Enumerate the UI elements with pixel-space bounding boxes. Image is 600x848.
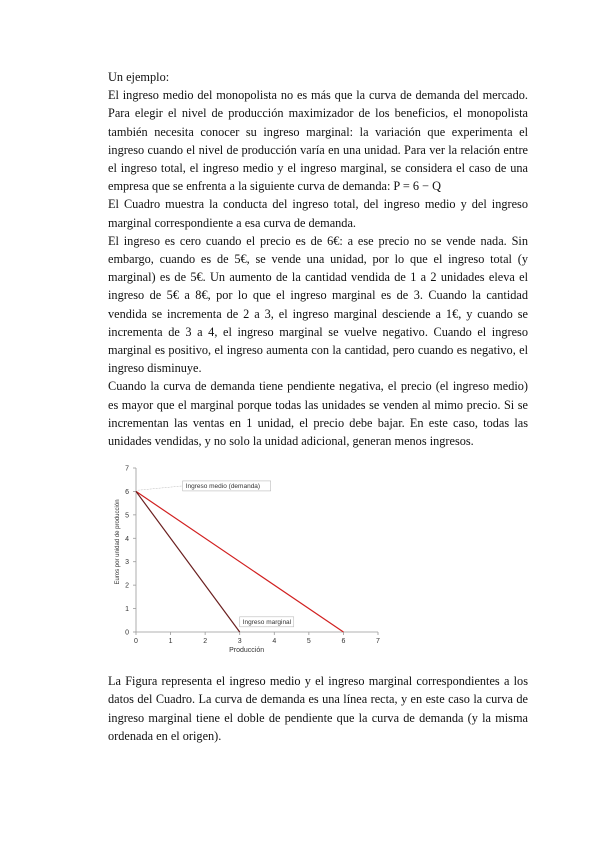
paragraph-3: El ingreso es cero cuando el precio es de 6€: a ese precio no se vende nada. Sin embargo, cuando es de 5€, se vende una unidad, por lo que el ingreso total (y marginal) es de 5€. Un aumento de la cantidad vendida de 1 a 2 unidades eleva el ingreso de 5€ a 8€, por lo que el ingreso marginal es de 3. Cuando la cantidad vendida se incrementa de 2 a 3, el ingreso marginal desciende a 1€, y cuando se incrementa de 3 a 4, el ingreso marginal se vuelve negativo. Cuando el ingreso marginal es positivo, el ingreso aumenta con la cantidad, pero cuando es negativo, el ingreso disminuye. — [108, 233, 528, 376]
y-tick-label: 2 — [125, 582, 129, 590]
paragraph-2: El Cuadro muestra la conducta del ingreso total, del ingreso medio y del ingreso marginal correspondiente a esa curva de demanda. — [108, 197, 528, 230]
x-tick-label: 4 — [272, 638, 277, 646]
section-heading: Un ejemplo: — [108, 70, 170, 84]
y-axis-label: Euros por unidad de producción — [115, 499, 121, 585]
x-tick-label: 7 — [376, 638, 380, 646]
marginal-revenue-label: Ingreso marginal — [242, 619, 292, 627]
marginal-revenue-line — [136, 492, 240, 633]
y-tick-label: 4 — [125, 536, 129, 544]
x-tick-label: 0 — [134, 638, 138, 646]
text-block-top — [108, 68, 528, 450]
y-tick-label: 6 — [125, 489, 129, 497]
paragraph-4: Cuando la curva de demanda tiene pendiente negativa, el precio (el ingreso medio) es mayor que el marginal porque todas las unidades se venden al mimo precio. Si se incrementan las ventas en 1 unidad, el precio debe bajar. En este caso, todas las unidades vendidas, y no solo la unidad adicional, generan menos ingresos. — [108, 379, 528, 449]
revenue-figure — [108, 462, 408, 664]
y-tick-label: 1 — [125, 606, 129, 614]
y-tick-label: 0 — [125, 629, 129, 637]
paragraph-1: El ingreso medio del monopolista no es más que la curva de demanda del mercado. Para elegir el nivel de producción maximizador de los beneficios, el monopolista también necesita conocer su ingreso marginal: la variación que experimenta el ingreso cuando el nivel de producción varía en una unidad. Para ver la relación entre el ingreso total, el ingreso medio y el ingreso marginal, se considera el caso de una empresa que se enfrenta a la siguiente curva de demanda: P = 6 − Q — [108, 88, 528, 194]
average-revenue-label: Ingreso medio (demanda) — [185, 483, 261, 491]
document-page — [108, 68, 528, 745]
closing-paragraph: La Figura representa el ingreso medio y el ingreso marginal correspondientes a los datos del Cuadro. La curva de demanda es una línea recta, y en este caso la curva de ingreso marginal tiene el doble de pendiente que la curva de demanda (y la misma ordenada en el origen). — [108, 674, 528, 743]
text-block-bottom — [108, 672, 528, 745]
average-revenue-line — [136, 492, 343, 633]
x-tick-label: 2 — [203, 638, 208, 646]
y-tick-label: 7 — [125, 465, 129, 473]
x-tick-label: 3 — [237, 638, 242, 646]
revenue-chart — [108, 462, 408, 664]
x-axis-label: Producción — [229, 647, 265, 655]
y-tick-label: 5 — [125, 512, 129, 520]
x-tick-label: 5 — [306, 638, 311, 646]
y-tick-label: 3 — [125, 559, 129, 567]
average-revenue-leader — [138, 486, 183, 490]
x-tick-label: 6 — [341, 638, 346, 646]
x-tick-label: 1 — [168, 638, 173, 646]
